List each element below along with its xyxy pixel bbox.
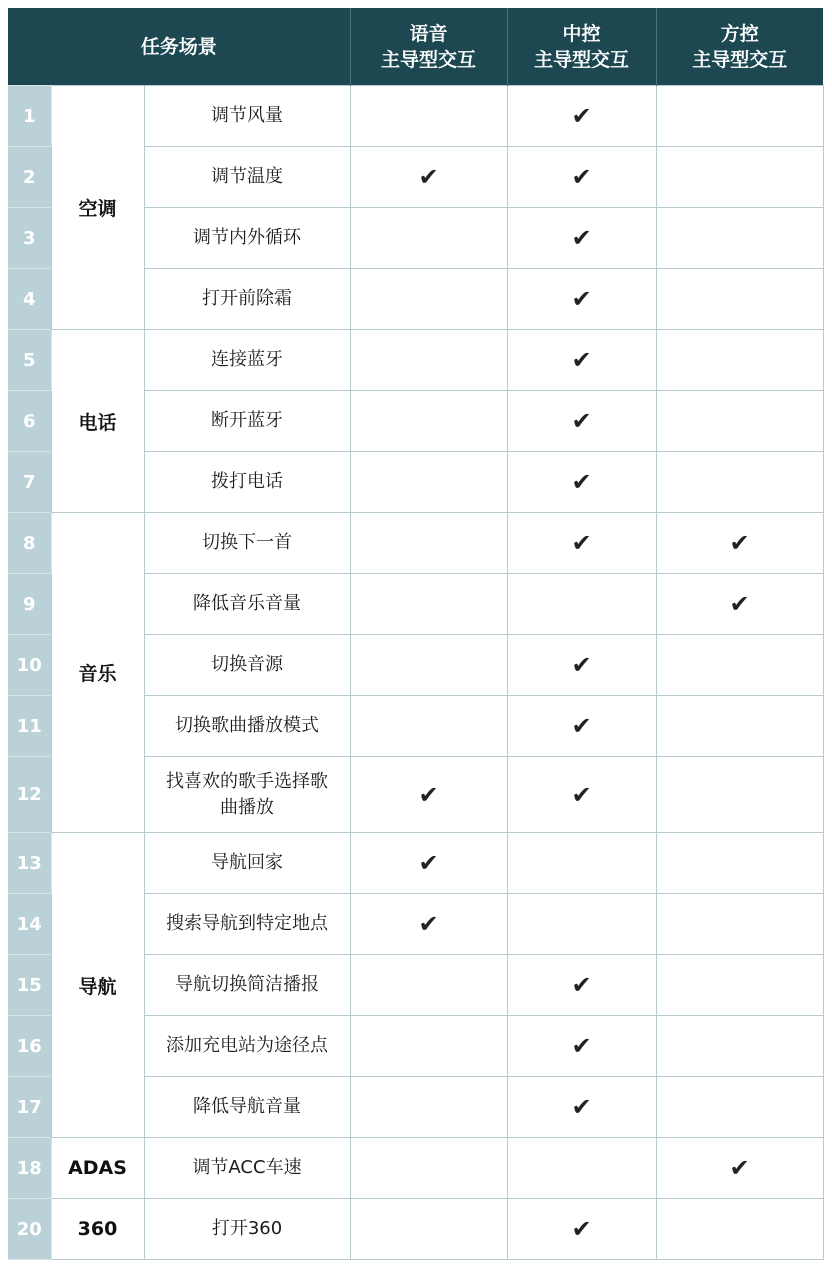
table-row [8,513,823,574]
center-check-cell [507,574,656,635]
category-cell: 导航 [51,833,144,1138]
center-check-cell [507,452,656,513]
center-check-cell [507,208,656,269]
row-index: 1 [8,86,51,147]
table-row [8,1138,823,1199]
wheel-check-cell [656,330,823,391]
row-index: 3 [8,208,51,269]
wheel-check-cell [656,269,823,330]
task-line: 找喜欢的歌手选择歌 [166,770,328,792]
voice-check-cell [350,757,507,833]
checkmark-icon: ✔ [571,1215,592,1243]
voice-check-cell [350,955,507,1016]
task-cell: 搜索导航到特定地点 [144,894,350,955]
task-cell: 连接蓝牙 [144,330,350,391]
table-body [8,86,823,1260]
header-voice-line2: 主导型交互 [381,48,477,71]
wheel-check-cell [656,86,823,147]
checkmark-icon: ✔ [571,1032,592,1060]
voice-check-cell [350,208,507,269]
category-cell: 电话 [51,330,144,513]
wheel-check-cell [656,574,823,635]
row-index: 20 [8,1199,51,1260]
category-cell: 音乐 [51,513,144,833]
checkmark-icon: ✔ [571,780,592,809]
table-header-row [8,8,823,86]
voice-check-cell [350,635,507,696]
checkmark-icon: ✔ [729,1154,750,1182]
center-check-cell [507,833,656,894]
task-cell: 调节风量 [144,86,350,147]
task-cell: 导航切换简洁播报 [144,955,350,1016]
task-cell: 导航回家 [144,833,350,894]
wheel-check-cell [656,696,823,757]
wheel-check-cell [656,208,823,269]
center-check-cell [507,147,656,208]
header-wheel [656,8,823,86]
task-cell: 调节ACC车速 [144,1138,350,1199]
row-index: 2 [8,147,51,208]
voice-check-cell [350,1199,507,1260]
task-scenario-table [8,8,824,1260]
wheel-check-cell [656,833,823,894]
task-cell: 添加充电站为途径点 [144,1016,350,1077]
voice-check-cell [350,574,507,635]
header-center [507,8,656,86]
wheel-check-cell [656,955,823,1016]
checkmark-icon: ✔ [571,1093,592,1121]
row-index: 4 [8,269,51,330]
center-check-cell [507,1138,656,1199]
task-cell: 切换音源 [144,635,350,696]
voice-check-cell [350,1138,507,1199]
checkmark-icon: ✔ [418,163,439,191]
wheel-check-cell [656,1016,823,1077]
wheel-check-cell [656,513,823,574]
wheel-check-cell [656,1077,823,1138]
task-cell: 切换歌曲播放模式 [144,696,350,757]
table-row [8,1199,823,1260]
header-voice [350,8,507,86]
voice-check-cell [350,1016,507,1077]
voice-check-cell [350,513,507,574]
task-cell: 断开蓝牙 [144,391,350,452]
checkmark-icon: ✔ [571,529,592,557]
task-cell: 调节内外循环 [144,208,350,269]
center-check-cell [507,894,656,955]
checkmark-icon: ✔ [418,910,439,938]
wheel-check-cell [656,147,823,208]
wheel-check-cell [656,1199,823,1260]
wheel-check-cell [656,894,823,955]
task-cell: 打开360 [144,1199,350,1260]
task-cell: 降低导航音量 [144,1077,350,1138]
center-check-cell [507,269,656,330]
task-cell [144,757,350,833]
row-index: 18 [8,1138,51,1199]
checkmark-icon: ✔ [571,102,592,130]
task-scenario-table-frame [8,8,823,1258]
voice-check-cell [350,452,507,513]
checkmark-icon: ✔ [729,529,750,557]
checkmark-icon: ✔ [571,224,592,252]
row-index: 15 [8,955,51,1016]
center-check-cell [507,696,656,757]
voice-check-cell [350,833,507,894]
task-cell: 调节温度 [144,147,350,208]
table-row [8,86,823,147]
header-scene: 任务场景 [8,8,350,86]
center-check-cell [507,757,656,833]
center-check-cell [507,1077,656,1138]
task-line: 曲播放 [220,796,274,818]
center-check-cell [507,955,656,1016]
voice-check-cell [350,894,507,955]
center-check-cell [507,330,656,391]
task-cell: 拨打电话 [144,452,350,513]
center-check-cell [507,513,656,574]
row-index: 16 [8,1016,51,1077]
row-index: 11 [8,696,51,757]
header-voice-line1: 语音 [409,22,448,45]
checkmark-icon: ✔ [571,346,592,374]
checkmark-icon: ✔ [729,590,750,618]
checkmark-icon: ✔ [571,971,592,999]
row-index: 8 [8,513,51,574]
wheel-check-cell [656,635,823,696]
checkmark-icon: ✔ [571,468,592,496]
center-check-cell [507,86,656,147]
row-index: 9 [8,574,51,635]
voice-check-cell [350,696,507,757]
center-check-cell [507,1199,656,1260]
task-cell: 降低音乐音量 [144,574,350,635]
center-check-cell [507,635,656,696]
row-index: 7 [8,452,51,513]
row-index: 17 [8,1077,51,1138]
checkmark-icon: ✔ [571,407,592,435]
checkmark-icon: ✔ [418,849,439,877]
row-index: 14 [8,894,51,955]
category-cell: 360 [51,1199,144,1260]
table-row [8,330,823,391]
category-cell: ADAS [51,1138,144,1199]
voice-check-cell [350,391,507,452]
row-index: 5 [8,330,51,391]
task-cell: 打开前除霜 [144,269,350,330]
center-check-cell [507,391,656,452]
voice-check-cell [350,86,507,147]
wheel-check-cell [656,757,823,833]
row-index: 13 [8,833,51,894]
voice-check-cell [350,1077,507,1138]
checkmark-icon: ✔ [571,163,592,191]
voice-check-cell [350,269,507,330]
category-cell: 空调 [51,86,144,330]
row-index: 6 [8,391,51,452]
voice-check-cell [350,330,507,391]
table-row [8,833,823,894]
checkmark-icon: ✔ [571,651,592,679]
row-index: 12 [8,757,51,833]
wheel-check-cell [656,452,823,513]
wheel-check-cell [656,1138,823,1199]
row-index: 10 [8,635,51,696]
header-center-line2: 主导型交互 [534,48,630,71]
voice-check-cell [350,147,507,208]
wheel-check-cell [656,391,823,452]
header-center-line1: 中控 [562,22,601,45]
task-cell: 切换下一首 [144,513,350,574]
checkmark-icon: ✔ [418,780,439,809]
checkmark-icon: ✔ [571,712,592,740]
center-check-cell [507,1016,656,1077]
header-wheel-line2: 主导型交互 [692,48,788,71]
checkmark-icon: ✔ [571,285,592,313]
header-wheel-line1: 方控 [720,22,759,45]
